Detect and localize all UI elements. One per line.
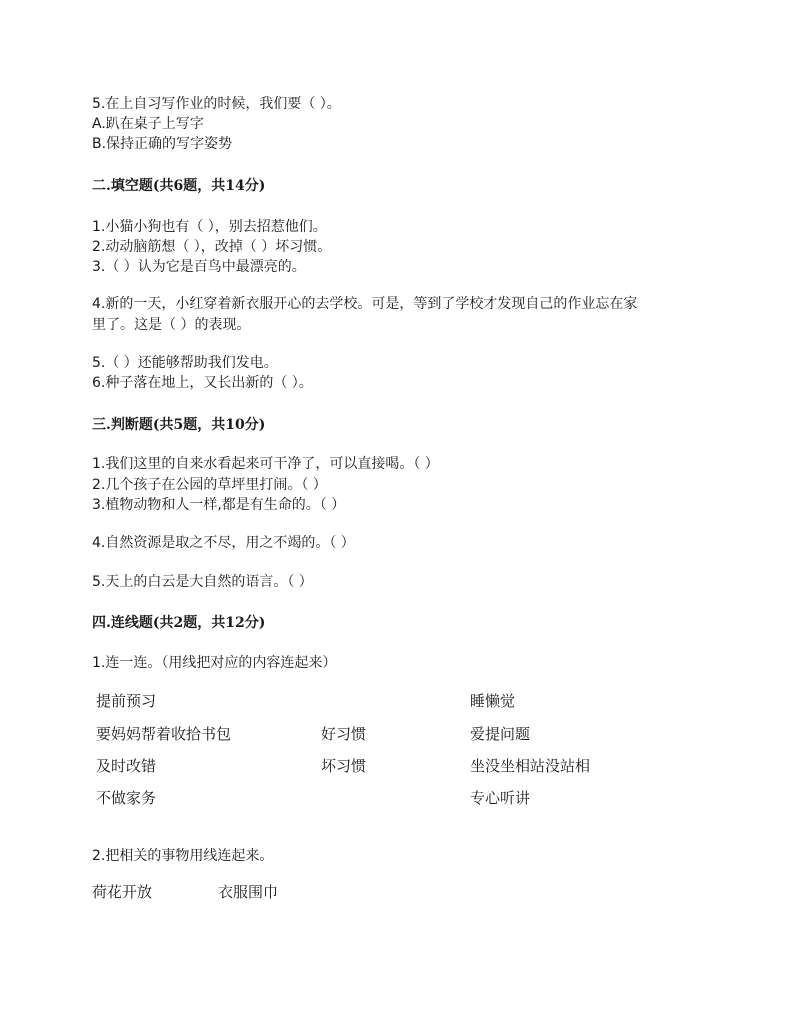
matching-right-item: 爱提问题 <box>470 725 531 743</box>
judgement-item-5: 5.天上的白云是大自然的语言。（ ） <box>92 574 313 590</box>
matching-question-2-stem: 2.把相关的事物用线连起来。 <box>92 848 274 864</box>
fill-blank-item-1: 1.小猫小狗也有（ ），别去招惹他们。 <box>92 219 327 235</box>
judgement-item-3: 3.植物动物和人一样,都是有生命的。（ ） <box>92 497 346 513</box>
fill-blank-item-2: 2.动动脑筋想（ ），改掉（ ）坏习惯。 <box>92 239 332 255</box>
matching-middle-item: 好习惯 <box>321 725 367 743</box>
fill-blank-item-4: 4.新的一天，小红穿着新衣服开心的去学校。可是，等到了学校才发现自己的作业忘在家 <box>92 296 638 312</box>
section-heading-judgement: 三.判断题(共5题，共10分) <box>92 417 266 433</box>
matching-left-item: 荷花开放 <box>92 883 153 901</box>
matching-right-item: 衣服围巾 <box>218 883 279 901</box>
matching-left-item: 不做家务 <box>96 789 157 807</box>
matching-middle-item: 坏习惯 <box>321 757 367 775</box>
choice-question-5-option-a: A.趴在桌子上写字 <box>92 116 204 132</box>
fill-blank-item-6: 6.种子落在地上，又长出新的（ ）。 <box>92 375 313 391</box>
fill-blank-item-4-cont: 里了。这是（ ）的表现。 <box>92 317 251 333</box>
section-heading-matching: 四.连线题(共2题，共12分) <box>92 615 266 631</box>
matching-right-item: 专心听讲 <box>470 789 531 807</box>
matching-left-item: 提前预习 <box>96 692 157 710</box>
choice-question-5-option-b: B.保持正确的写字姿势 <box>92 136 233 152</box>
matching-question-1-stem: 1.连一连。（用线把对应的内容连起来） <box>92 655 337 671</box>
judgement-item-1: 1.我们这里的自来水看起来可干净了，可以直接喝。（ ） <box>92 456 439 472</box>
matching-left-item: 要妈妈帮着收拾书包 <box>96 725 232 743</box>
matching-right-item: 睡懒觉 <box>470 692 516 710</box>
judgement-item-4: 4.自然资源是取之不尽，用之不竭的。（ ） <box>92 535 355 551</box>
matching-right-item: 坐没坐相站没站相 <box>470 757 591 775</box>
judgement-item-2: 2.几个孩子在公园的草坪里打闹。（ ） <box>92 477 327 493</box>
matching-left-item: 及时改错 <box>96 757 157 775</box>
fill-blank-item-5: 5.（ ）还能够帮助我们发电。 <box>92 355 278 371</box>
section-heading-fill-blank: 二.填空题(共6题，共14分) <box>92 178 266 194</box>
fill-blank-item-3: 3.（ ）认为它是百鸟中最漂亮的。 <box>92 259 306 275</box>
choice-question-5-stem: 5.在上自习写作业的时候，我们要（ ）。 <box>92 96 341 112</box>
